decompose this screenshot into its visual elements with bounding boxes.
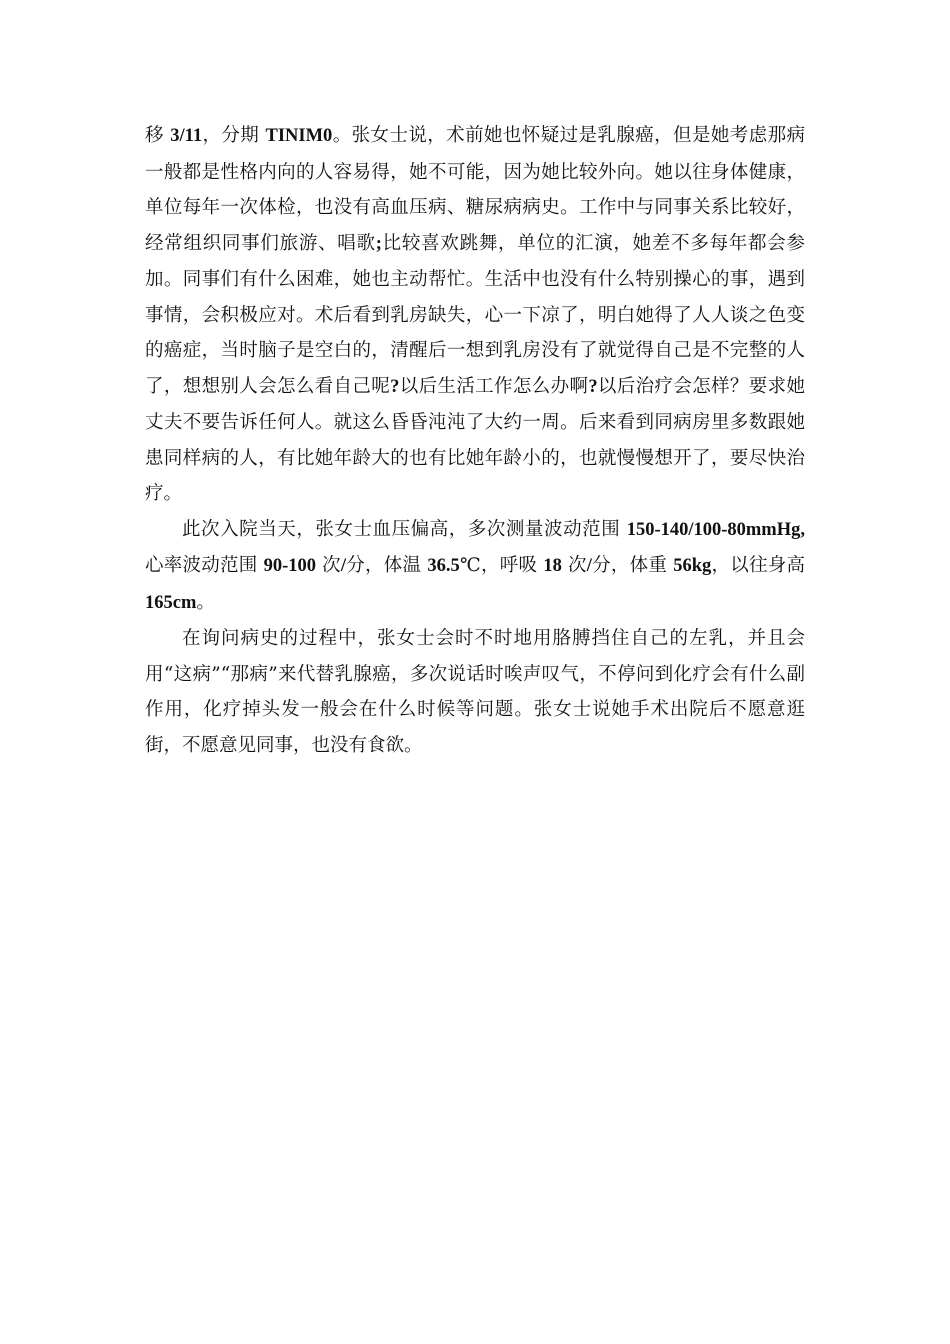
text-segment: 比较喜欢跳舞，单位的汇演，她差不多每年都会参加。同事们有什么困难，她也主动帮忙。生活中也没有什么特别操心的事，遇到事情，会积极应对。术后看到乳房缺失，心一下凉了，明白她得了人人谈之色变的癌症，当时脑子是空白的，清醒后一想到乳房没有了就觉得自己是不完整的人了，想想别人会怎么看自己呢 [145, 232, 805, 397]
bold-text-segment: 3/11 [170, 126, 203, 146]
bold-text-segment: ? [588, 376, 598, 397]
text-segment: 次 [316, 555, 341, 576]
text-segment: ，以往身高 [711, 555, 805, 576]
text-segment: 移 [145, 125, 171, 146]
bold-text-segment: 150-140/100-80mmHg, [626, 519, 805, 540]
paragraph-1 [145, 118, 805, 512]
text-segment: 以后治疗会怎样？要求她丈夫不要告诉任何人。就这么昏昏沌沌了大约一周。后来看到同病房里多数跟她患同样病的人，有比她年龄大的也有比她年龄小的，也就慢慢想开了，要尽快治疗。 [145, 375, 805, 504]
text-segment: 以后生活工作怎么办啊 [399, 375, 589, 397]
text-segment: 在询问病史的过程中，张女士会时不时地用胳膊挡住自己的左乳，并且会用“这病”“那病”来代替乳腺癌，多次说话时唉声叹气，不停问到化疗会有什么副作用，化疗掉头发一般会在什么时候等问题。张女士说她手术出院后不愿意逛街，不愿意见同事，也没有食欲。 [145, 628, 805, 756]
bold-text-segment: 90-100 [263, 556, 317, 576]
paragraph-2 [145, 512, 805, 622]
bold-text-segment: / [340, 556, 347, 576]
document-body [145, 118, 805, 763]
text-segment: 。张女士说，术前她也怀疑过是乳腺癌，但是她考虑那病一般都是性格内向的人容易得，她不可能，因为她比较外向。她以往身体健康，单位每年一次体检，也没有高血压病、糖尿病病史。工作中与同事关系比较好，经常组织同事们旅游、唱歌 [145, 125, 805, 254]
text-segment: 此次入院当天，张女士血压偏高，多次测量波动范围 [182, 518, 627, 540]
bold-text-segment: ? [390, 376, 400, 397]
text-segment: ℃，呼吸 [459, 555, 544, 576]
bold-text-segment: 36.5 [427, 556, 460, 576]
bold-text-segment: 56kg [673, 556, 712, 576]
text-segment: 次 [561, 555, 587, 576]
text-segment: 分，体重 [591, 555, 674, 576]
text-segment: 分，体温 [346, 555, 428, 576]
paragraph-3 [145, 621, 805, 763]
text-segment: 心率波动范围 [145, 555, 264, 576]
bold-text-segment: 165cm [145, 592, 197, 613]
bold-text-segment: / [586, 556, 592, 576]
bold-text-segment: 18 [543, 556, 562, 576]
text-segment: 。 [196, 591, 215, 613]
bold-text-segment: TINIM0 [265, 126, 333, 146]
text-segment: ，分期 [202, 125, 266, 146]
bold-text-segment: ; [375, 233, 382, 254]
